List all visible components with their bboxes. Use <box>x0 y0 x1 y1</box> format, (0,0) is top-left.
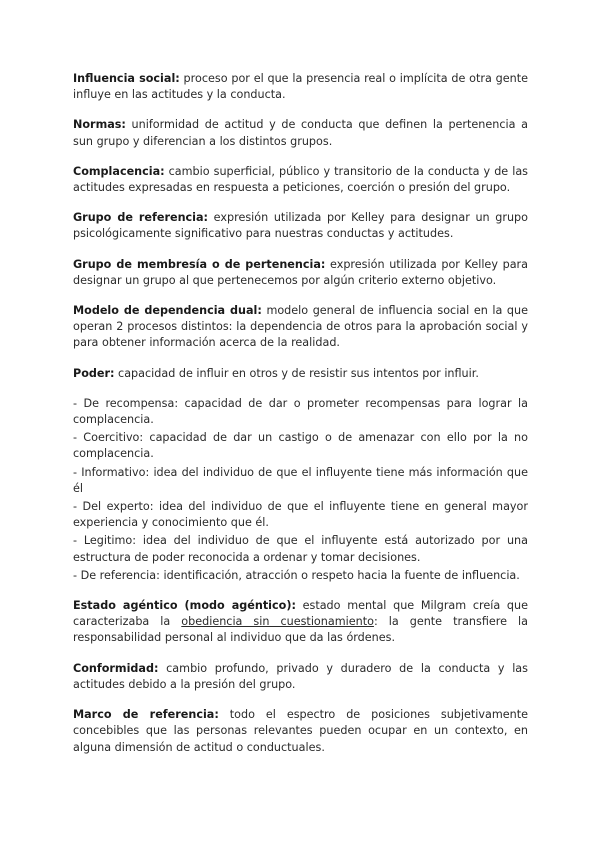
term-label: Complacencia: <box>73 164 165 178</box>
term-label: Influencia social: <box>73 72 180 85</box>
definition-text: proceso por el que la presencia real o implícita de otra gente influye en las actitudes y la conducta. <box>73 72 528 102</box>
list-item: - Informativo: idea del individuo de que el influyente tiene más información que él <box>73 465 528 495</box>
list-item: - Del experto: idea del individuo de que el influyente tiene en general mayor experiencia y conocimiento que él. <box>73 500 528 530</box>
definition-text: cambio profundo, privado y duradero de la conducta y las actitudes debido a la presión del grupo. <box>73 661 528 691</box>
definition-text: uniformidad de actitud y de conducta que definen la pertenencia a sun grupo y diferencian a los distintos grupos. <box>73 118 528 148</box>
term-label: Normas: <box>73 118 126 132</box>
term-label: Modelo de dependencia dual: <box>73 304 262 318</box>
definition-dependencia-dual <box>73 303 528 352</box>
term-label: Estado agéntico (modo agéntico): <box>73 599 296 613</box>
underlined-phrase: obediencia sin cuestionamiento <box>181 615 374 629</box>
definition-grupo-membresia <box>73 257 528 289</box>
list-item: - Coercitivo: capacidad de dar un castigo o de amenazar con ello por la no complacencia. <box>73 431 528 461</box>
power-types-list <box>73 396 528 584</box>
definition-text: capacidad de influir en otros y de resistir sus intentos por influir. <box>114 366 479 380</box>
definition-marco-referencia <box>73 707 528 756</box>
definition-text: cambio superficial, público y transitorio de la conducta y de las actitudes expresadas en respuesta a peticiones, coerción o presión del grupo. <box>73 164 528 195</box>
definition-text: modelo general de influencia social en la que operan 2 procesos distintos: la dependencia de otros para la aprobación social y para obtener información acerca de la realidad. <box>73 304 529 350</box>
term-label: Poder: <box>73 366 115 380</box>
list-item: - De referencia: identificación, atracción o respeto hacia la fuente de influencia. <box>73 568 520 582</box>
definition-complacencia <box>73 164 528 196</box>
term-label: Marco de referencia: <box>73 708 219 722</box>
definition-text: : la gente transfiere la responsabilidad personal al individuo que da las órdenes. <box>73 615 528 645</box>
list-item: - De recompensa: capacidad de dar o prometer recompensas para lograr la complacencia. <box>73 396 528 427</box>
definition-poder <box>73 366 528 382</box>
term-label: Conformidad: <box>73 661 159 675</box>
definition-grupo-referencia <box>73 210 528 242</box>
definition-conformidad <box>73 661 528 693</box>
term-label: Grupo de referencia: <box>73 211 209 225</box>
definition-normas <box>73 117 528 149</box>
definition-text: expresión utilizada por Kelley para designar un grupo al que pertenecemos por algún criterio externo objetivo. <box>73 257 529 287</box>
definition-text: todo el espectro de posiciones subjetivamente concebibles que las personas relevantes pueden ocupar en un contexto, en alguna dimensión de actitud o conductuales. <box>73 708 528 754</box>
definition-estado-agentico <box>73 598 528 647</box>
definition-text: estado mental que Milgram creía que caracterizaba la <box>73 599 528 629</box>
document-page <box>73 71 528 770</box>
term-label: Grupo de membresía o de pertenencia: <box>73 257 326 271</box>
list-item: - Legitimo: idea del individuo de que el influyente está autorizado por una estructura de poder reconocida a ordenar y tomar decisiones. <box>73 534 528 564</box>
definition-influencia-social <box>73 71 528 103</box>
definition-text: expresión utilizada por Kelley para designar un grupo psicológicamente significativo para nuestras conductas y actitudes. <box>73 211 529 241</box>
